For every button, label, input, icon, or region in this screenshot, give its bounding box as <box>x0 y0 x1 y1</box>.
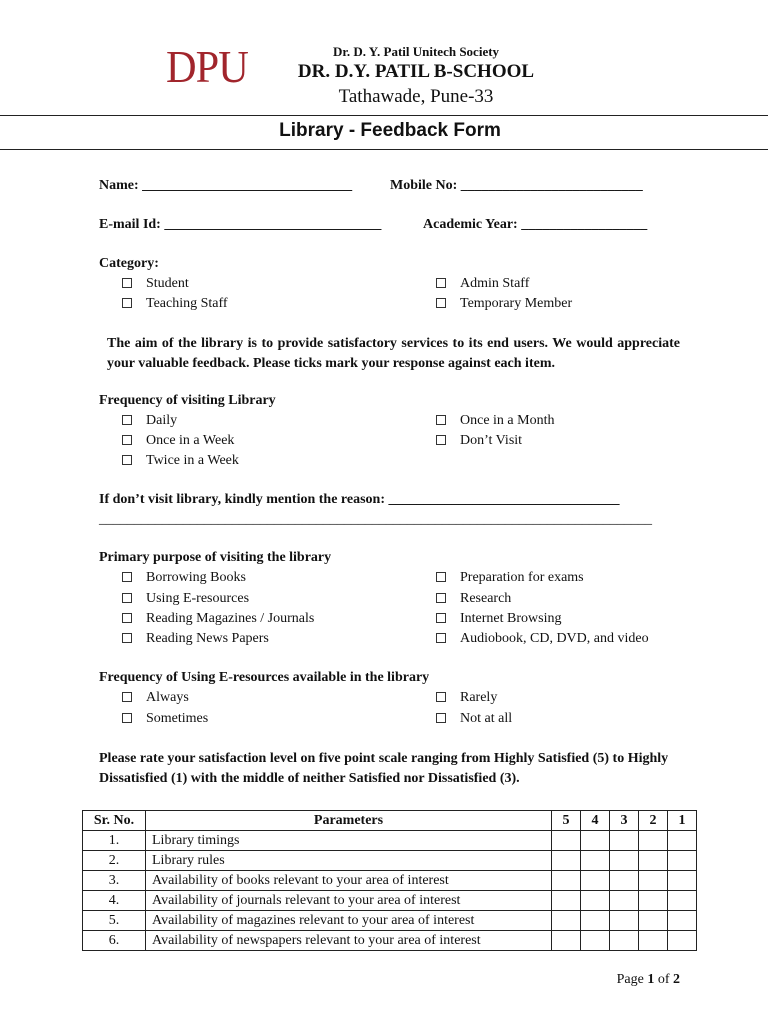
rating-cell[interactable] <box>639 891 668 911</box>
rating-cell[interactable] <box>610 891 639 911</box>
mobile-field[interactable]: Mobile No: __________________________ <box>390 178 643 193</box>
table-row <box>83 871 697 891</box>
checkbox[interactable] <box>122 455 132 465</box>
option-student[interactable]: Student <box>122 276 189 292</box>
rating-cell[interactable] <box>581 911 610 931</box>
checkbox[interactable] <box>122 415 132 425</box>
header-sr-no: Sr. No. <box>83 811 146 831</box>
rating-cell[interactable] <box>668 911 697 931</box>
checkbox[interactable] <box>436 633 446 643</box>
option-audiobook-media[interactable]: Audiobook, CD, DVD, and video <box>436 631 649 647</box>
checkbox[interactable] <box>122 572 132 582</box>
rating-cell[interactable] <box>552 891 581 911</box>
option-reading-newspapers[interactable]: Reading News Papers <box>122 631 269 647</box>
rating-cell[interactable] <box>581 831 610 851</box>
table-row <box>83 851 697 871</box>
reason-continuation-line[interactable]: _______________________________________________________________________________ <box>99 512 652 527</box>
table-header-row <box>83 811 697 831</box>
checkbox[interactable] <box>436 572 446 582</box>
option-temporary-member[interactable]: Temporary Member <box>436 296 572 312</box>
rating-cell[interactable] <box>639 851 668 871</box>
rating-cell[interactable] <box>639 911 668 931</box>
row-sr-no: 3. <box>83 871 146 891</box>
frequency-label: Frequency of visiting Library <box>99 393 276 408</box>
rating-cell[interactable] <box>610 851 639 871</box>
checkbox[interactable] <box>436 278 446 288</box>
row-parameter: Library timings <box>146 831 552 851</box>
checkbox[interactable] <box>122 713 132 723</box>
rating-cell[interactable] <box>668 931 697 951</box>
header-divider-bottom <box>0 149 768 150</box>
reason-field[interactable]: If don’t visit library, kindly mention the reason: _________________________________ <box>99 492 620 507</box>
total-pages: 2 <box>673 972 680 987</box>
checkbox[interactable] <box>122 435 132 445</box>
name-field[interactable]: Name: ______________________________ <box>99 178 353 193</box>
header-score-5: 5 <box>552 811 581 831</box>
rating-cell[interactable] <box>610 871 639 891</box>
option-daily[interactable]: Daily <box>122 413 177 429</box>
checkbox[interactable] <box>122 298 132 308</box>
row-parameter: Availability of newspapers relevant to your area of interest <box>146 931 552 951</box>
option-always[interactable]: Always <box>122 690 189 706</box>
form-title: Library - Feedback Form <box>279 120 501 141</box>
rating-cell[interactable] <box>639 931 668 951</box>
table-row <box>83 911 697 931</box>
checkbox[interactable] <box>436 435 446 445</box>
row-parameter: Library rules <box>146 851 552 871</box>
rating-cell[interactable] <box>668 891 697 911</box>
option-reading-magazines[interactable]: Reading Magazines / Journals <box>122 611 314 627</box>
option-teaching-staff[interactable]: Teaching Staff <box>122 296 228 312</box>
dpu-logo: DPU <box>166 41 248 92</box>
header-score-3: 3 <box>610 811 639 831</box>
rating-cell[interactable] <box>552 911 581 931</box>
row-sr-no: 5. <box>83 911 146 931</box>
of-word: of <box>657 972 670 987</box>
rating-cell[interactable] <box>552 931 581 951</box>
academic-year-field[interactable]: Academic Year: __________________ <box>423 217 648 232</box>
rating-cell[interactable] <box>639 831 668 851</box>
option-borrowing-books[interactable]: Borrowing Books <box>122 570 246 586</box>
header-score-2: 2 <box>639 811 668 831</box>
rating-cell[interactable] <box>581 891 610 911</box>
rating-cell[interactable] <box>581 871 610 891</box>
checkbox[interactable] <box>122 593 132 603</box>
checkbox[interactable] <box>122 278 132 288</box>
checkbox[interactable] <box>436 415 446 425</box>
option-sometimes[interactable]: Sometimes <box>122 711 208 727</box>
rating-cell[interactable] <box>668 851 697 871</box>
option-using-eresources[interactable]: Using E-resources <box>122 591 249 607</box>
checkbox[interactable] <box>436 593 446 603</box>
row-sr-no: 4. <box>83 891 146 911</box>
rating-cell[interactable] <box>552 851 581 871</box>
email-field[interactable]: E-mail Id: _______________________________ <box>99 217 382 232</box>
checkbox[interactable] <box>122 692 132 702</box>
checkbox[interactable] <box>122 613 132 623</box>
option-dont-visit[interactable]: Don’t Visit <box>436 433 522 449</box>
page-word: Page <box>616 972 644 987</box>
checkbox[interactable] <box>122 633 132 643</box>
purpose-label: Primary purpose of visiting the library <box>99 550 332 565</box>
table-row <box>83 931 697 951</box>
rating-cell[interactable] <box>552 871 581 891</box>
rating-cell[interactable] <box>668 831 697 851</box>
rating-cell[interactable] <box>610 831 639 851</box>
option-once-week[interactable]: Once in a Week <box>122 433 234 449</box>
option-not-at-all[interactable]: Not at all <box>436 711 512 727</box>
school-location: Tathawade, Pune-33 <box>338 86 494 107</box>
intro-paragraph: The aim of the library is to provide satisfactory services to its end users. We would appreciate your valuable feedback. Please ticks mark your response against each item. <box>107 336 680 371</box>
category-label: Category: <box>99 256 159 271</box>
table-row <box>83 891 697 911</box>
option-research[interactable]: Research <box>436 591 511 607</box>
option-internet-browsing[interactable]: Internet Browsing <box>436 611 561 627</box>
header-divider-top <box>0 115 768 116</box>
school-name: DR. D.Y. PATIL B-SCHOOL <box>297 61 535 82</box>
current-page: 1 <box>647 972 655 987</box>
option-rarely[interactable]: Rarely <box>436 690 497 706</box>
eresources-label: Frequency of Using E-resources available in the library <box>99 670 430 685</box>
row-sr-no: 2. <box>83 851 146 871</box>
rating-cell[interactable] <box>639 871 668 891</box>
rating-cell[interactable] <box>581 851 610 871</box>
header-score-4: 4 <box>581 811 610 831</box>
row-parameter: Availability of magazines relevant to your area of interest <box>146 911 552 931</box>
rating-instructions: Please rate your satisfaction level on five point scale ranging from Highly Satisfied (5) to Highly Dissatisfied (1) with the middle of neither Satisfied nor Dissatisfied (3). <box>99 751 669 786</box>
row-parameter: Availability of journals relevant to your area of interest <box>146 891 552 911</box>
rating-cell[interactable] <box>552 831 581 851</box>
page-number <box>617 972 680 988</box>
row-sr-no: 1. <box>83 831 146 851</box>
header-score-1: 1 <box>668 811 697 831</box>
rating-cell[interactable] <box>610 911 639 931</box>
option-twice-week[interactable]: Twice in a Week <box>122 453 239 469</box>
option-admin-staff[interactable]: Admin Staff <box>436 276 529 292</box>
society-name: Dr. D. Y. Patil Unitech Society <box>332 44 500 59</box>
option-exam-preparation[interactable]: Preparation for exams <box>436 570 584 586</box>
table-row <box>83 831 697 851</box>
rating-table <box>82 810 697 951</box>
rating-cell[interactable] <box>668 871 697 891</box>
option-once-month[interactable]: Once in a Month <box>436 413 554 429</box>
checkbox[interactable] <box>436 692 446 702</box>
header-parameters: Parameters <box>146 811 552 831</box>
rating-cell[interactable] <box>610 931 639 951</box>
row-parameter: Availability of books relevant to your area of interest <box>146 871 552 891</box>
checkbox[interactable] <box>436 713 446 723</box>
rating-cell[interactable] <box>581 931 610 951</box>
row-sr-no: 6. <box>83 931 146 951</box>
checkbox[interactable] <box>436 298 446 308</box>
checkbox[interactable] <box>436 613 446 623</box>
